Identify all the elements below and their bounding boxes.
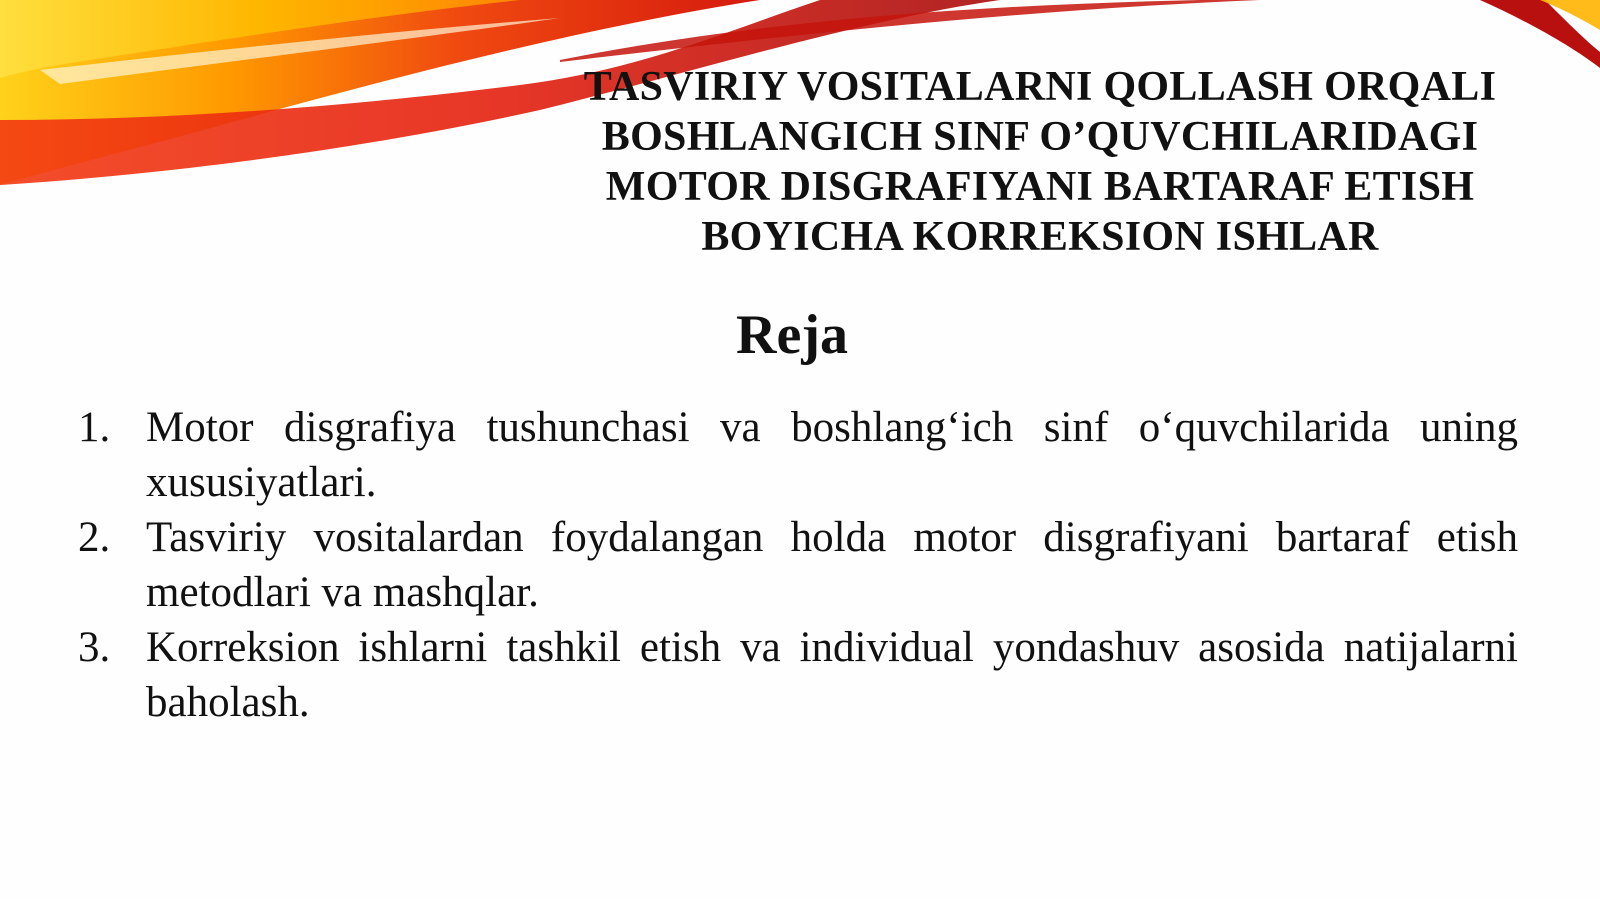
plan-item-text: Motor disgrafiya tushunchasi va boshlang‘ich sinf o‘quvchilarida uning xususiyatlari.	[146, 404, 1518, 506]
title-line: BOYICHA KORREKSION ISHLAR	[701, 214, 1379, 260]
plan-item	[72, 620, 1518, 730]
slide-title	[520, 62, 1560, 262]
title-line: TASVIRIY VOSITALARNI QOLLASH ORQALI	[583, 64, 1497, 110]
title-line: MOTOR DISGRAFIYANI BARTARAF ETISH	[605, 164, 1475, 210]
plan-list	[72, 400, 1518, 730]
title-line: BOSHLANGICH SINF O’QUVCHILARIDAGI	[601, 114, 1479, 160]
plan-item-text: Tasviriy vositalardan foydalangan holda motor disgrafiyani bartaraf etish metodlari va mashqlar.	[146, 514, 1518, 616]
plan-item-text: Korreksion ishlarni tashkil etish va individual yondashuv asosida natijalarni baholash.	[146, 624, 1518, 726]
plan-item-number: 1.	[78, 404, 111, 451]
plan-item	[72, 400, 1518, 510]
plan-item	[72, 510, 1518, 620]
plan-item-number: 2.	[78, 514, 111, 561]
plan-item-number: 3.	[78, 624, 111, 671]
plan-heading: Reja	[736, 304, 848, 366]
